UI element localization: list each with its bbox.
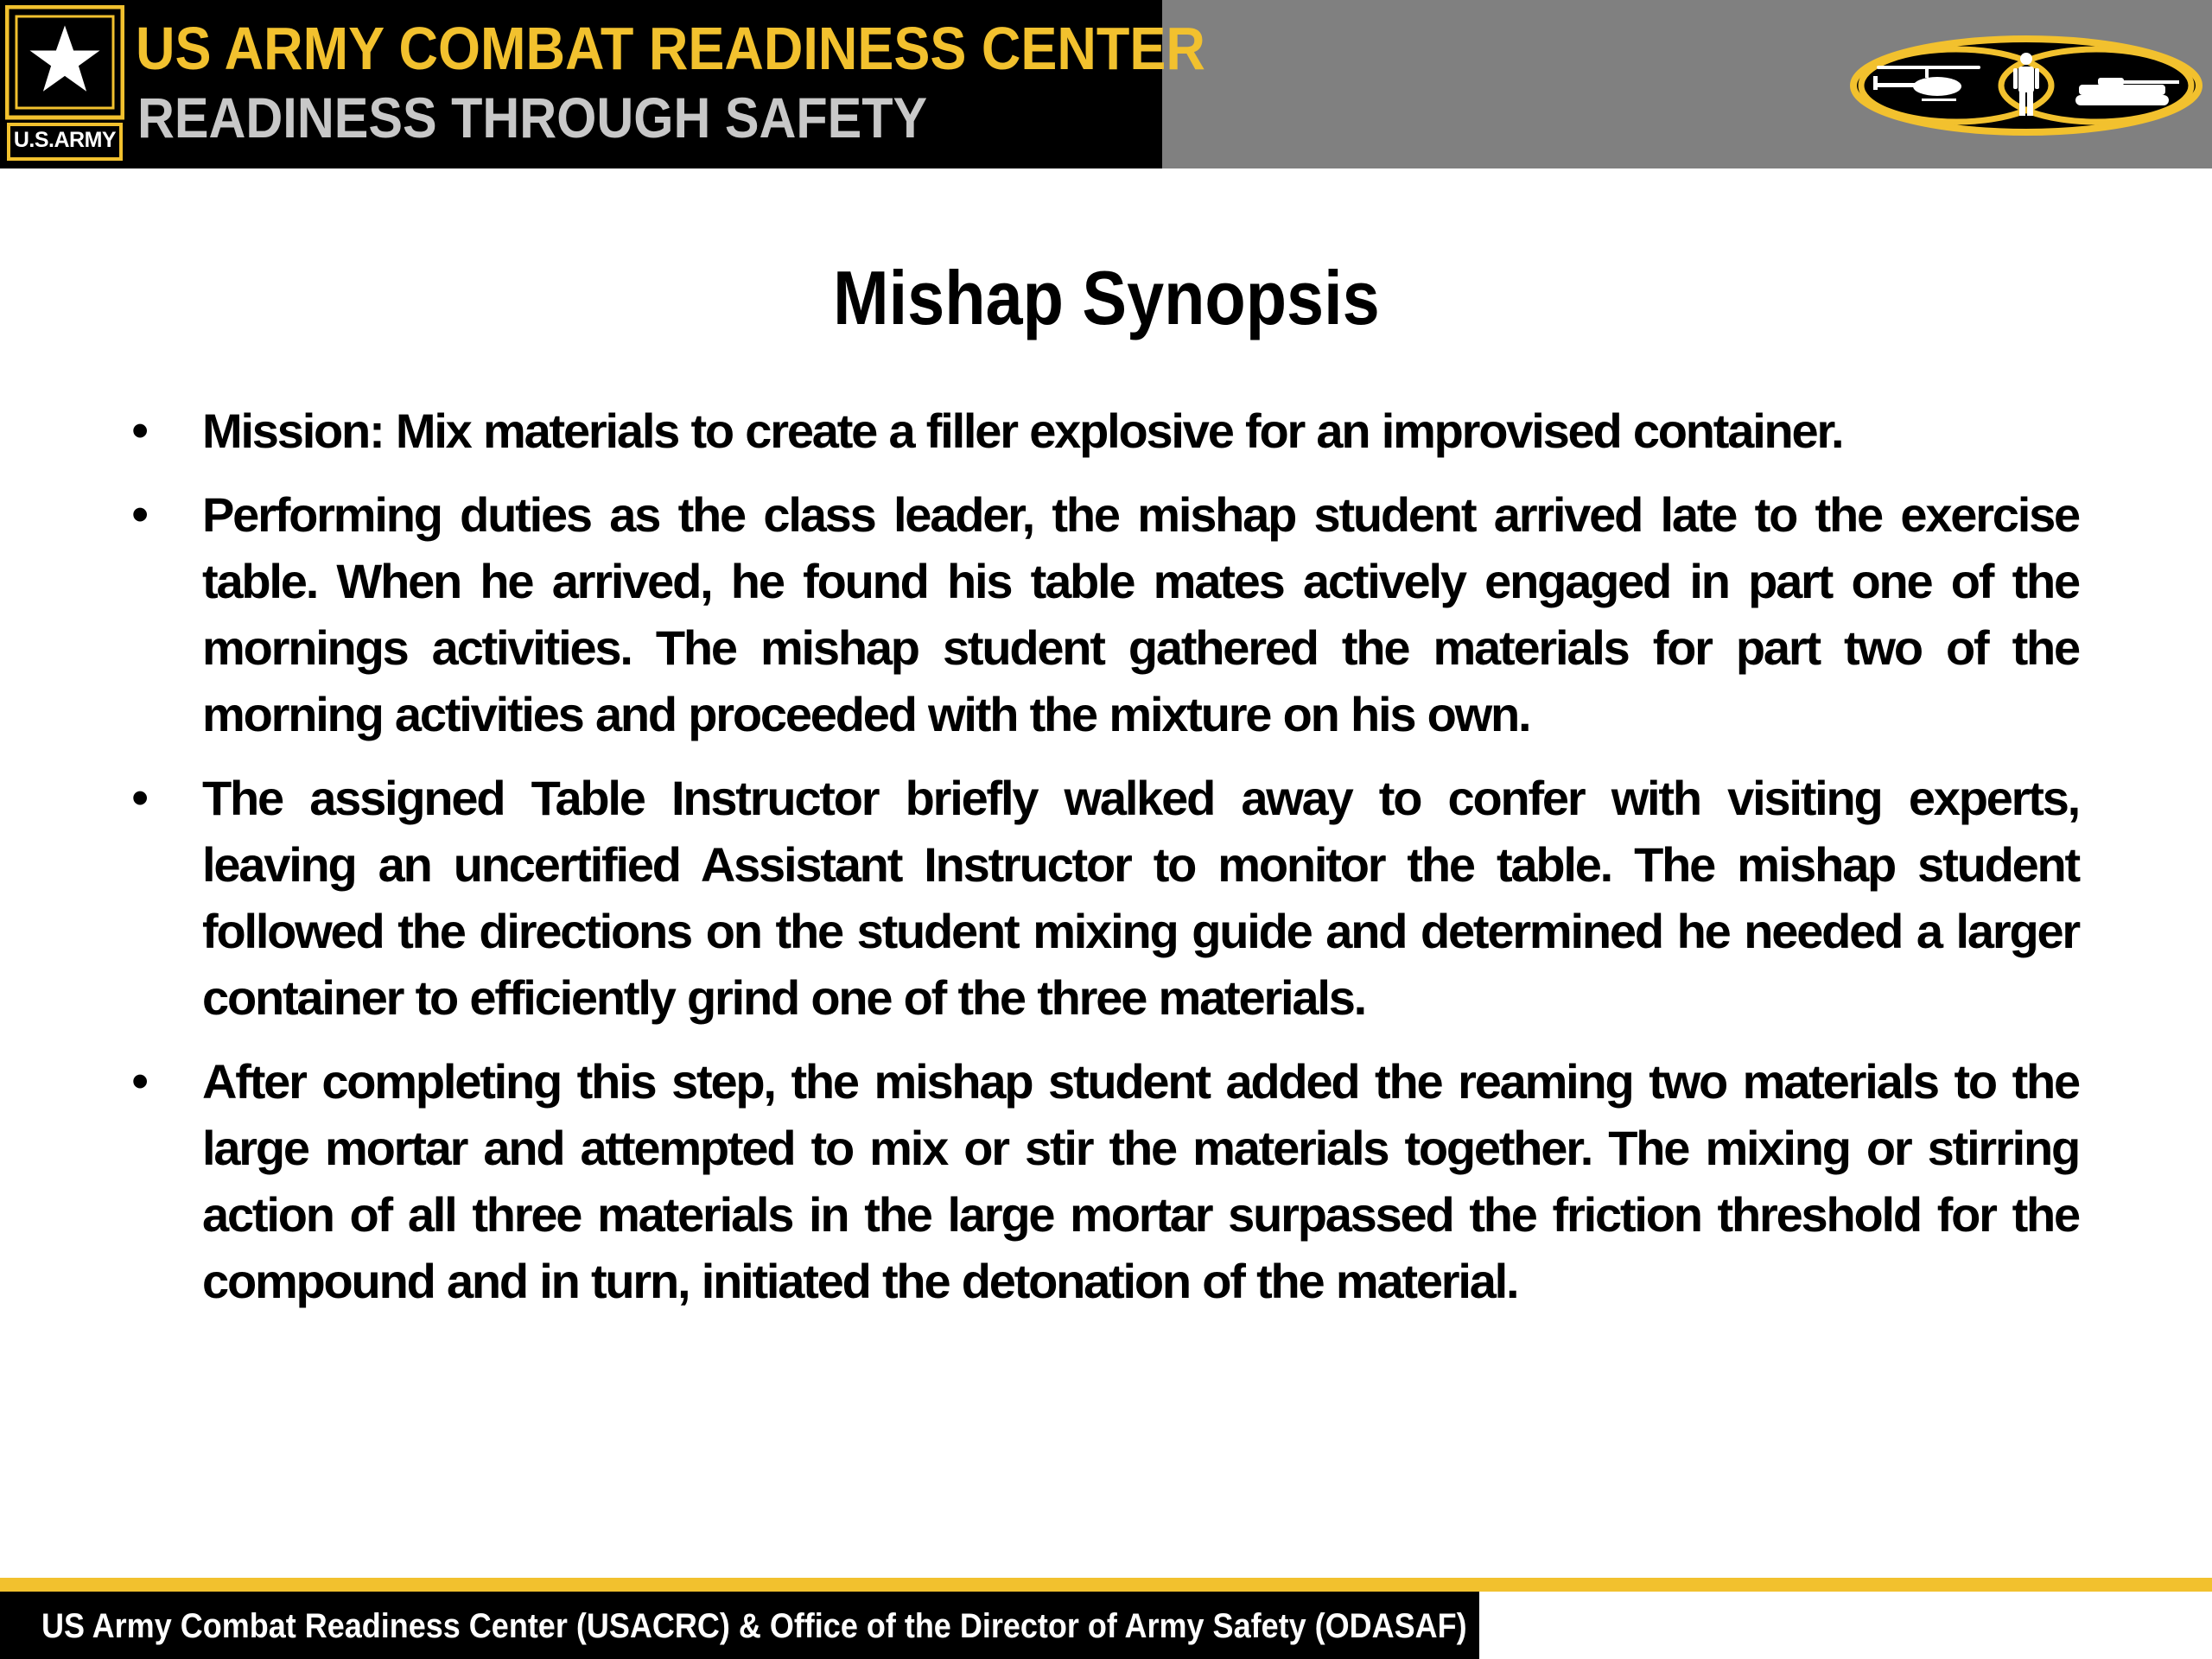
list-item xyxy=(130,765,2079,1031)
bullet-dot: • xyxy=(131,403,149,459)
org-title: US ARMY COMBAT READINESS CENTER xyxy=(136,15,1205,82)
list-item xyxy=(130,397,2079,464)
bullet-text: Performing duties as the class leader, the mishap student arrived late to the exercise table. When he arrived, he found his table mates actively engaged in part one of the mornings activities. The mishap student gathered the materials for part two of the morning activities and proceeded with the mixture on his own. xyxy=(202,487,2079,741)
bullet-list xyxy=(130,397,2079,1332)
bullet-dot: • xyxy=(131,1053,149,1109)
bullet-text: The assigned Table Instructor briefly walked away to confer with visiting experts, leaving an uncertified Assistant Instructor to monitor the table. The mishap student followed the directions on the student mixing guide and determined he needed a larger container to efficiently grind one of the three materials. xyxy=(202,771,2079,1025)
footer-text: US Army Combat Readiness Center (USACRC) & Office of the Director of Army Safety (ODASAF) xyxy=(41,1607,1467,1645)
org-motto: READINESS THROUGH SAFETY xyxy=(137,86,928,149)
bullet-dot: • xyxy=(131,770,149,826)
safety-rings-emblem-icon xyxy=(1849,35,2203,137)
bullet-text: Mission: Mix materials to create a filler explosive for an improvised container. xyxy=(202,404,1843,458)
list-item xyxy=(130,481,2079,747)
bullet-text: After completing this step, the mishap student added the reaming two materials to the large mortar and attempted to mix or stir the materials together. The mixing or stirring action of all three materials in the large mortar surpassed the friction threshold for the compound and in turn, initiated the detonation of the material. xyxy=(202,1054,2079,1308)
list-item xyxy=(130,1048,2079,1314)
bullet-dot: • xyxy=(131,486,149,543)
slide-title: Mishap Synopsis xyxy=(832,255,1380,340)
footer-gold-rule xyxy=(0,1578,2212,1592)
army-logo-label: U.S.ARMY xyxy=(13,128,117,152)
